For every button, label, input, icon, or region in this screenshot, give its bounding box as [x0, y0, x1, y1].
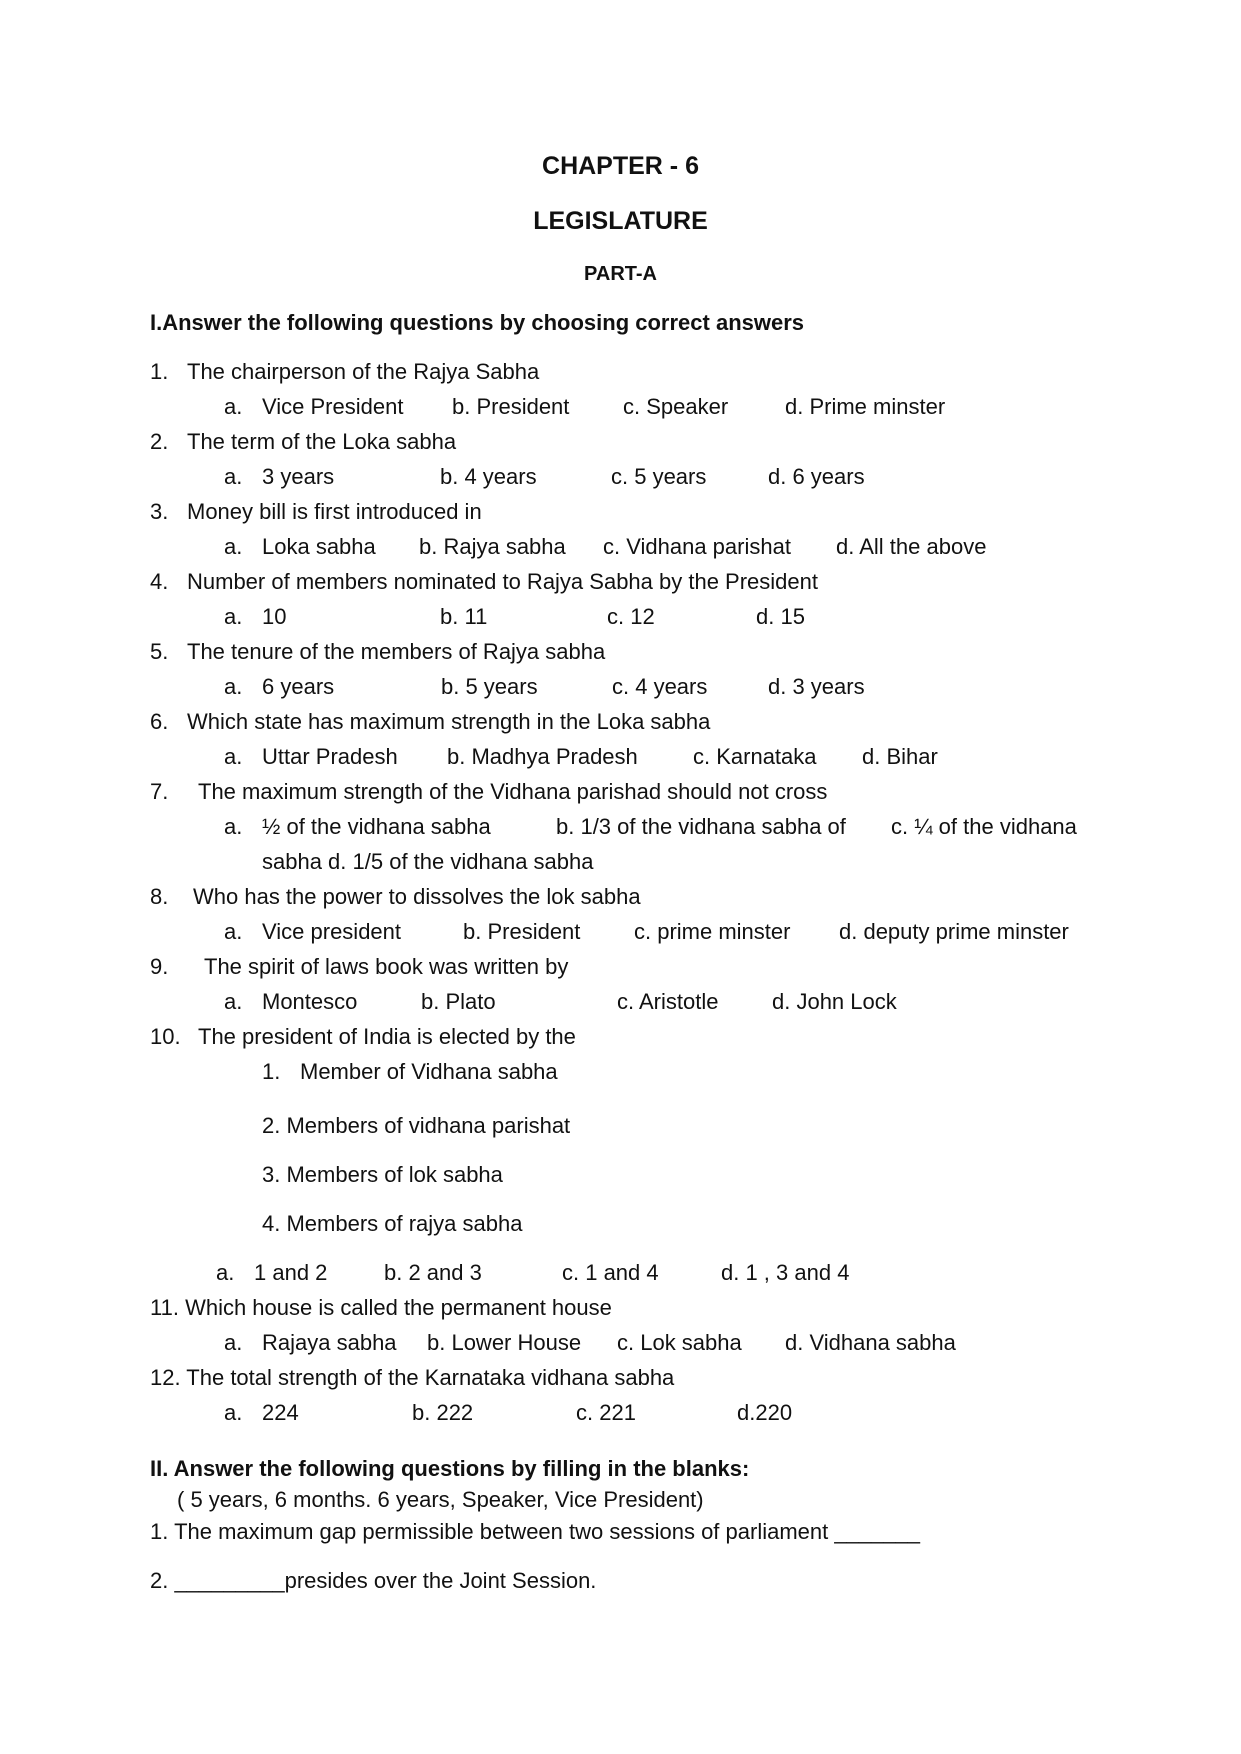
section2-instruction: II. Answer the following questions by filling in the blanks:: [150, 1456, 750, 1481]
q4-number: 4.: [150, 569, 169, 594]
q2-option-c: c. 5 years: [611, 464, 707, 489]
q1-option-a-label: a.: [224, 394, 243, 419]
q10-statement1-number: 1.: [262, 1059, 281, 1084]
q11-option-b: b. Lower House: [427, 1330, 582, 1355]
q6-option-d: d. Bihar: [862, 744, 938, 769]
q2-text: The term of the Loka sabha: [187, 429, 457, 454]
q11-option-d: d. Vidhana sabha: [785, 1330, 956, 1355]
q4-option-a: 10: [262, 604, 287, 629]
q10-statement4: 4. Members of rajya sabha: [262, 1211, 523, 1236]
q2-option-d: d. 6 years: [768, 464, 865, 489]
q9-option-b: b. Plato: [421, 989, 496, 1014]
q8-option-a-label: a.: [224, 919, 243, 944]
q1-text: The chairperson of the Rajya Sabha: [187, 359, 540, 384]
q1-option-c: c. Speaker: [623, 394, 729, 419]
q7-number: 7.: [150, 779, 169, 804]
q5-number: 5.: [150, 639, 169, 664]
q10-option-d: d. 1 , 3 and 4: [721, 1260, 850, 1285]
q6-option-c: c. Karnataka: [693, 744, 817, 769]
q3-option-c: c. Vidhana parishat: [603, 534, 791, 559]
q3-option-b: b. Rajya sabha: [419, 534, 566, 559]
q9-option-a: Montesco: [262, 989, 358, 1014]
q4-text: Number of members nominated to Rajya Sabha by the President: [187, 569, 818, 594]
q12-option-d: d.220: [737, 1400, 793, 1425]
q11-text: 11. Which house is called the permanent house: [150, 1295, 612, 1320]
q6-option-a-label: a.: [224, 744, 243, 769]
q10-statement2: 2. Members of vidhana parishat: [262, 1113, 571, 1138]
q7-option-continuation: sabha d. 1/5 of the vidhana sabha: [262, 849, 594, 874]
q10-option-b: b. 2 and 3: [384, 1260, 482, 1285]
q12-option-c: c. 221: [576, 1400, 636, 1425]
chapter-title: LEGISLATURE: [533, 207, 708, 235]
q6-text: Which state has maximum strength in the Loka sabha: [187, 709, 711, 734]
q4-option-b: b. 11: [440, 604, 488, 629]
q9-option-d: d. John Lock: [772, 989, 897, 1014]
section2-q2: 2. _________presides over the Joint Session.: [150, 1568, 597, 1593]
q8-option-b: b. President: [463, 919, 581, 944]
q9-text: The spirit of laws book was written by: [204, 954, 569, 979]
q5-option-b: b. 5 years: [441, 674, 538, 699]
q3-option-d: d. All the above: [836, 534, 987, 559]
q1-option-a: Vice President: [262, 394, 404, 419]
q9-number: 9.: [150, 954, 169, 979]
q3-number: 3.: [150, 499, 169, 524]
q9-option-a-label: a.: [224, 989, 243, 1014]
q12-option-a-label: a.: [224, 1400, 243, 1425]
q7-text: The maximum strength of the Vidhana parishad should not cross: [198, 779, 828, 804]
q6-number: 6.: [150, 709, 169, 734]
q10-option-c: c. 1 and 4: [562, 1260, 659, 1285]
q4-option-c: c. 12: [607, 604, 655, 629]
q4-option-a-label: a.: [224, 604, 243, 629]
section2-word-options: ( 5 years, 6 months. 6 years, Speaker, Vice President): [177, 1487, 704, 1512]
q12-option-a: 224: [262, 1400, 299, 1425]
q10-option-a: 1 and 2: [254, 1260, 328, 1285]
section1-instruction: I.Answer the following questions by choosing correct answers: [150, 310, 805, 335]
q7-option-c: c. ¼ of the vidhana: [891, 814, 1077, 839]
q11-option-a: Rajaya sabha: [262, 1330, 397, 1355]
q7-option-a-label: a.: [224, 814, 243, 839]
q6-option-a: Uttar Pradesh: [262, 744, 398, 769]
section2-q1: 1. The maximum gap permissible between two sessions of parliament _______: [150, 1519, 920, 1544]
q5-option-d: d. 3 years: [768, 674, 865, 699]
q6-option-b: b. Madhya Pradesh: [447, 744, 638, 769]
q10-text: The president of India is elected by the: [198, 1024, 576, 1049]
q11-option-c: c. Lok sabha: [617, 1330, 742, 1355]
q5-option-a-label: a.: [224, 674, 243, 699]
q10-statement1: Member of Vidhana sabha: [300, 1059, 558, 1084]
q9-option-c: c. Aristotle: [617, 989, 719, 1014]
q10-statement3: 3. Members of lok sabha: [262, 1162, 503, 1187]
q12-option-b: b. 222: [412, 1400, 474, 1425]
q2-option-a: 3 years: [262, 464, 335, 489]
q2-number: 2.: [150, 429, 169, 454]
q8-option-c: c. prime minster: [634, 919, 791, 944]
q3-option-a: Loka sabha: [262, 534, 376, 559]
q5-option-c: c. 4 years: [612, 674, 708, 699]
q2-option-b: b. 4 years: [440, 464, 537, 489]
q7-option-b: b. 1/3 of the vidhana sabha of: [556, 814, 846, 839]
q3-option-a-label: a.: [224, 534, 243, 559]
q10-number: 10.: [150, 1024, 181, 1049]
chapter-heading: CHAPTER - 6: [542, 152, 699, 180]
part-heading: PART-A: [584, 263, 657, 285]
q12-text: 12. The total strength of the Karnataka vidhana sabha: [150, 1365, 675, 1390]
q8-text: Who has the power to dissolves the lok sabha: [193, 884, 641, 909]
q8-option-d: d. deputy prime minster: [839, 919, 1069, 944]
q10-option-a-label: a.: [216, 1260, 235, 1285]
q1-number: 1.: [150, 359, 169, 384]
q8-option-a: Vice president: [262, 919, 402, 944]
q4-option-d: d. 15: [756, 604, 805, 629]
q5-option-a: 6 years: [262, 674, 335, 699]
q1-option-d: d. Prime minster: [785, 394, 946, 419]
q3-text: Money bill is first introduced in: [187, 499, 482, 524]
q2-option-a-label: a.: [224, 464, 243, 489]
q8-number: 8.: [150, 884, 169, 909]
q5-text: The tenure of the members of Rajya sabha: [187, 639, 606, 664]
q11-option-a-label: a.: [224, 1330, 243, 1355]
q7-option-a: ½ of the vidhana sabha: [262, 814, 491, 839]
q1-option-b: b. President: [452, 394, 570, 419]
